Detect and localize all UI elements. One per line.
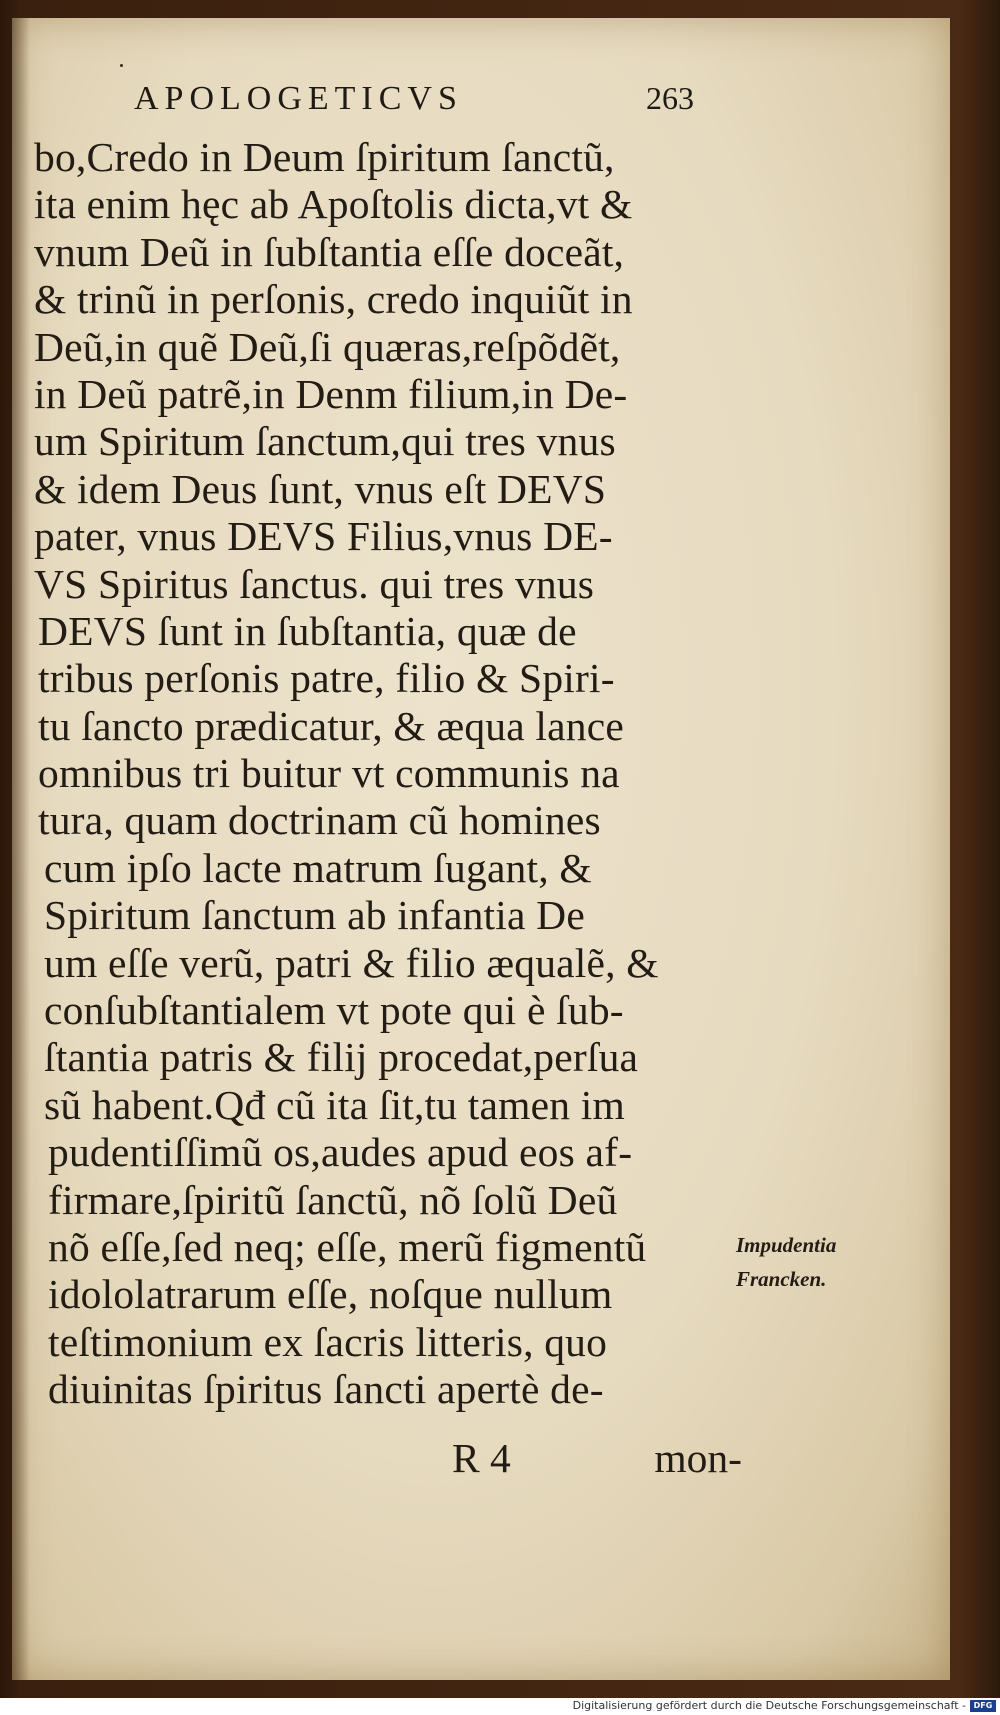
ink-speck [120, 64, 123, 67]
body-text [34, 134, 734, 1414]
catchline [452, 1434, 742, 1484]
funding-credit: Digitalisierung gefördert durch die Deutsche Forschungsgemeinschaft - [572, 1699, 966, 1712]
text-line: Deũ,in quẽ Deũ,ſi quæras,reſpõdẽt, [34, 323, 621, 370]
text-line: bo,Credo in Deum ſpiritum ſanctũ, [34, 134, 615, 180]
dfg-logo-icon: DFG [970, 1700, 996, 1712]
page-header [134, 80, 694, 128]
text-line: ita enim hęc ab Apoſtolis dicta,vt & [34, 181, 633, 228]
text-line: conſubſtantialem vt pote qui è ſub- [44, 987, 624, 1034]
marginal-note [736, 1228, 886, 1296]
page-number: 263 [646, 80, 694, 116]
spine-shadow [12, 18, 30, 1680]
text-line: pudentiſſimũ os,audes apud eos af- [48, 1129, 633, 1176]
text-line: DEVS ſunt in ſubſtantia, quæ de [38, 607, 577, 654]
text-line: tu ſancto prædicatur, & æqua lance [38, 702, 624, 749]
text-line: diuinitas ſpiritus ſancti apertè de- [48, 1366, 604, 1413]
text-line: firmare,ſpiritũ ſanctũ, nõ ſolũ Deũ [48, 1176, 618, 1223]
text-line: VS Spiritus ſanctus. qui tres vnus [34, 560, 595, 607]
text-line: pater, vnus DEVS Filius,vnus DE- [34, 513, 613, 560]
catchword: mon- [654, 1435, 742, 1481]
text-line: idololatrarum eſſe, noſque nullum [48, 1271, 613, 1318]
marginal-note-line: Francken. [736, 1267, 827, 1291]
footer-bar [0, 1698, 1000, 1715]
text-line: omnibus tri buitur vt communis na [38, 750, 620, 797]
text-line: um eſſe verũ, patri & filio æqualẽ, & [44, 939, 659, 986]
text-line: nõ eſſe,ſed neq; eſſe, merũ figmentũ [48, 1223, 647, 1270]
text-line: tribus perſonis patre, filio & Spiri- [38, 655, 615, 702]
text-line: um Spiritum ſanctum,qui tres vnus [34, 418, 616, 465]
text-line: teſtimonium ex ſacris litteris, quo [48, 1318, 608, 1365]
running-title: APOLOGETICVS [134, 80, 463, 117]
text-line: ſtantia patris & filij procedat,perſua [44, 1034, 639, 1081]
marginal-note-line: Impudentia [736, 1233, 837, 1257]
text-line: sũ habent.Qđ cũ ita ſit,tu tamen im [44, 1081, 625, 1128]
text-line: & idem Deus ſunt, vnus eſt DEVS [34, 465, 607, 512]
text-line: cum ipſo lacte matrum ſugant, & [44, 844, 592, 891]
signature-mark: R 4 [452, 1435, 511, 1481]
text-line: & trinũ in perſonis, credo inquiũt in [34, 276, 633, 323]
text-line: vnum Deũ in ſubſtantia eſſe doceãt, [34, 228, 625, 275]
text-line: tura, quam doctrinam cũ homines [38, 797, 601, 844]
text-line: in Deũ patrẽ,in Denm filium,in De- [34, 370, 628, 417]
text-line: Spiritum ſanctum ab infantia De [44, 892, 585, 939]
